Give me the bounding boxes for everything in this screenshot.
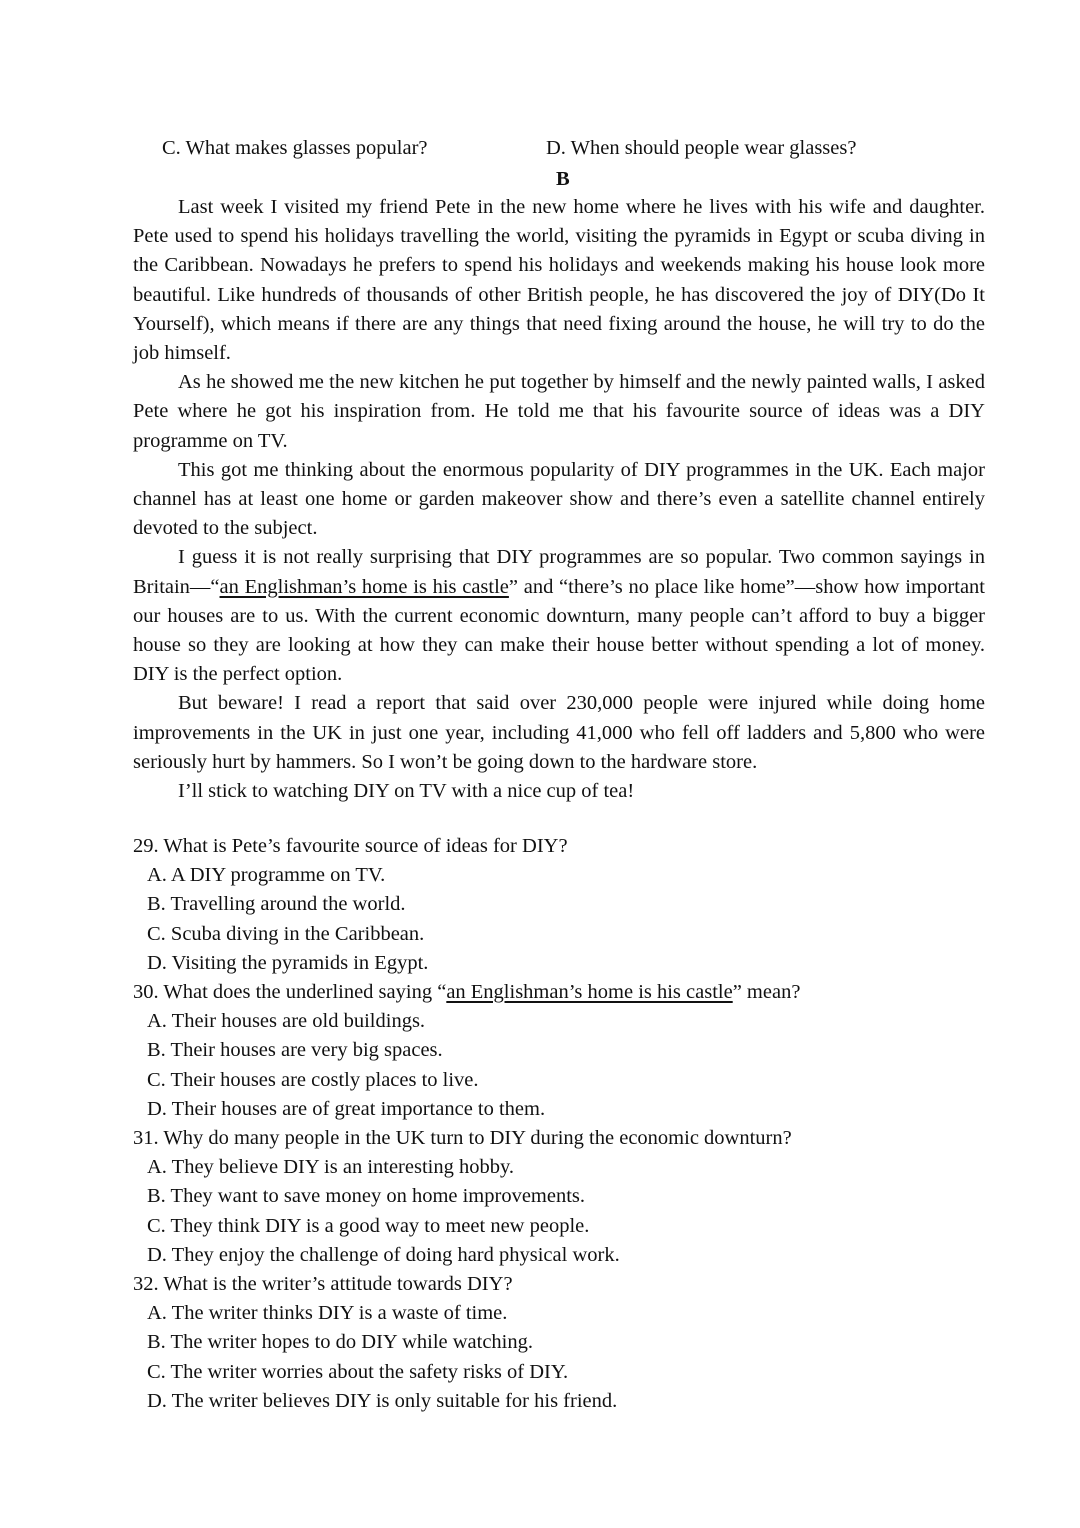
reading-passage [133,193,985,806]
option-a: A. The writer thinks DIY is a waste of time. [147,1302,508,1325]
question-stem [133,978,983,1007]
stem-end: ” mean? [732,981,801,1004]
option-d: D. They enjoy the challenge of doing hard physical work. [147,1243,620,1266]
question-30 [133,978,983,1124]
option-a: A. Their houses are old buildings. [147,1010,426,1033]
question-stem: 29. What is Pete’s favourite source of ideas for DIY? [133,835,568,857]
underlined-saying: an Englishman’s home is his castle [446,981,733,1004]
option-d: D. Their houses are of great importance to them. [147,1097,546,1120]
option-d: D. Visiting the pyramids in Egypt. [147,951,429,974]
passage-paragraph-6: I’ll stick to watching DIY on TV with a nice cup of tea! [178,780,635,803]
section-heading: B [556,168,570,190]
question-31 [133,1124,983,1270]
underlined-saying: an Englishman’s home is his castle [219,575,509,598]
option-a: A. A DIY programme on TV. [147,864,386,887]
previous-question-options [162,134,982,166]
question-32 [133,1270,983,1416]
option-b: B. The writer hopes to do DIY while watching. [147,1331,534,1354]
option-c: C. The writer worries about the safety risks of DIY. [147,1360,569,1383]
paragraph-4-start: I guess it is not really surprising that DIY programmes are so popular. Two common sayings in Britain—“ [133,546,985,598]
passage-paragraph-5: But beware! I read a report that said over 230,000 people were injured while doing home improvements in the UK in just one year, including 41,000 who fell off ladders and 5,800 who were seriously hurt by hammers. So I won’t be going down to the hardware store. [133,692,985,773]
option-b: B. They want to save money on home improvements. [147,1185,586,1208]
option-d: D. The writer believes DIY is only suitable for his friend. [147,1389,618,1412]
question-stem: 31. Why do many people in the UK turn to DIY during the economic downturn? [133,1127,792,1150]
paragraph-4-end: ” and “there’s no place like home”—show how important our houses are to us. With the current economic downturn, many people can’t afford to buy a bigger house so they are looking at how they can make their house better without spending a lot of money. DIY is the perfect option. [133,575,985,686]
stem-start: 30. What does the underlined saying “ [133,981,447,1004]
option-c: C. They think DIY is a good way to meet new people. [147,1214,590,1237]
question-stem: 32. What is the writer’s attitude towards DIY? [133,1273,513,1296]
question-29 [133,832,983,978]
option-c-glasses: C. What makes glasses popular? [162,137,428,159]
question-list [133,832,983,1416]
passage-paragraph-2: As he showed me the new kitchen he put together by himself and the newly painted walls, I asked Pete where he got his inspiration from. He told me that his favourite source of ideas was a DIY programme on TV. [133,371,985,452]
option-b: B. Travelling around the world. [147,893,406,916]
passage-paragraph-3: This got me thinking about the enormous popularity of DIY programmes in the UK. Each major channel has at least one home or garden makeover show and there’s even a satellite channel entirely devoted to the subject. [133,458,985,540]
option-b: B. Their houses are very big spaces. [147,1039,443,1062]
option-a: A. They believe DIY is an interesting hobby. [147,1156,515,1179]
option-c: C. Their houses are costly places to live. [147,1068,479,1091]
passage-paragraph-1: Last week I visited my friend Pete in the new home where he lives with his wife and daughter. Pete used to spend his holidays travelling the world, visiting the pyramids in Egypt or scuba diving in the Caribbean. Nowadays he prefers to spend his holidays and weekends making his house look more beautiful. Like hundreds of thousands of other British people, he has discovered the joy of DIY(Do It Yourself), which means if there are any things that need fixing around the house, he will try to do the job himself. [133,196,985,365]
passage-paragraph-4 [133,543,985,689]
option-d-glasses: D. When should people wear glasses? [546,137,857,159]
option-c: C. Scuba diving in the Caribbean. [147,922,425,945]
